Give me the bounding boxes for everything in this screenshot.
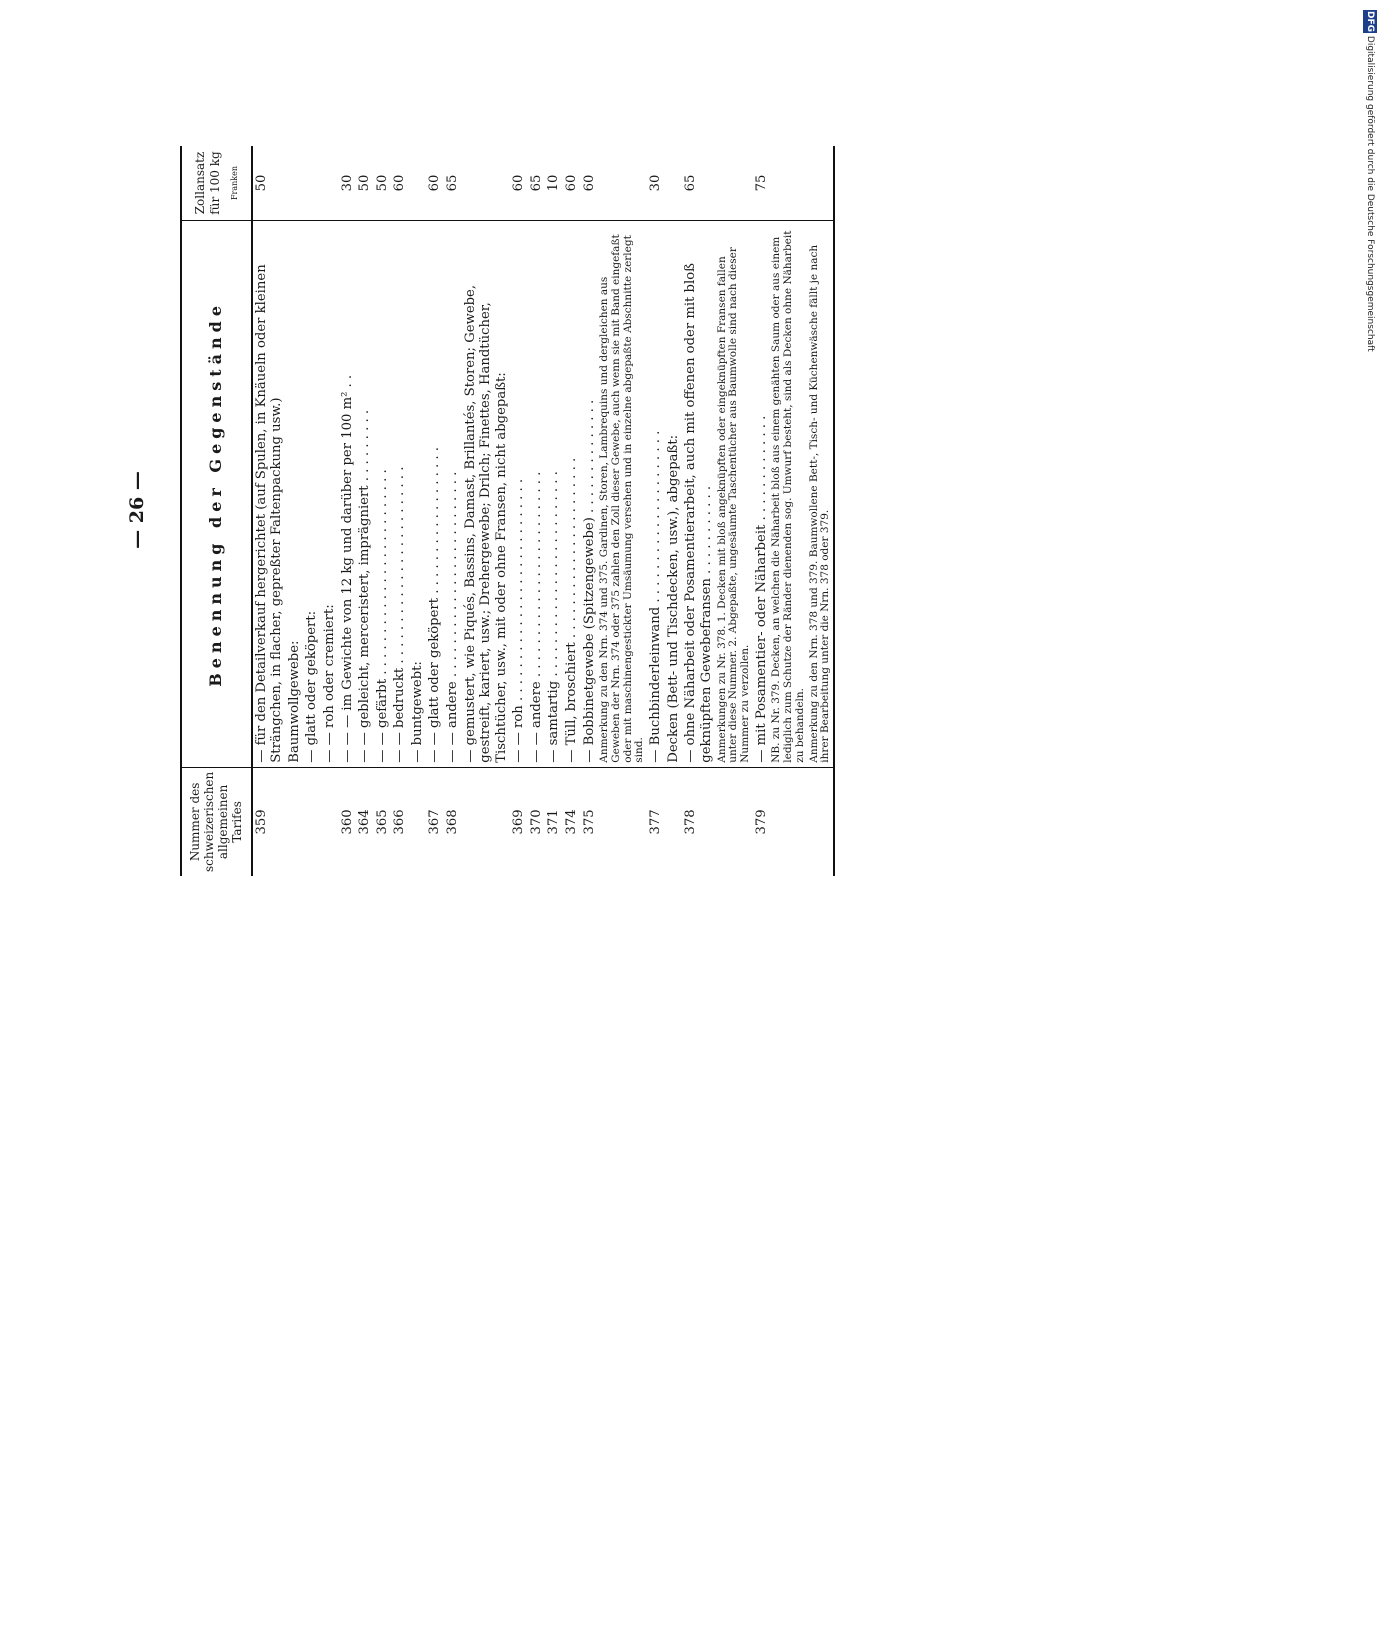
- tariff-number: 378: [682, 767, 715, 876]
- duty-rate: 60: [563, 146, 581, 221]
- table-row: [682, 146, 715, 876]
- duty-rate: [808, 146, 835, 221]
- duty-rate: [321, 146, 339, 221]
- duty-rate: [409, 146, 427, 221]
- tariff-number: 377: [647, 767, 665, 876]
- tariff-number: [808, 767, 835, 876]
- goods-description: — — andere . . . . . . . . . . . . . . . . . . . . . . . . .: [528, 471, 544, 763]
- table-row: [321, 146, 339, 876]
- goods-description: — Bobbinetgewebe (Spitzengewebe) . . . . . . . . . . . . . .: [581, 399, 597, 763]
- duty-rate: 50: [252, 146, 286, 221]
- annotation-text: Anmerkung zu den Nrn. 378 und 379. Baumwollene Bett-, Tisch- und Küchenwäsche fällt je nach ihrer Bearbeitung unter die Nrn. 378 oder 379.: [808, 221, 835, 768]
- goods-description: — mit Posamentier- oder Näharbeit . . . . . . . . . . . . .: [753, 415, 769, 763]
- tariff-number: [462, 767, 511, 876]
- goods-description: Decken (Bett- und Tischdecken, usw.), abgepaßt:: [665, 434, 681, 763]
- goods-description: — — andere . . . . . . . . . . . . . . . . . . . . . . . . .: [444, 471, 460, 763]
- tariff-number: [409, 767, 427, 876]
- duty-rate: 65: [528, 146, 546, 221]
- table-row: [356, 146, 374, 876]
- table-row: [665, 146, 683, 876]
- header-number: Nummer des schweizerischen allgemeinen Tarifes: [181, 767, 252, 876]
- duty-rate: 75: [753, 146, 771, 221]
- tariff-number: 375: [581, 767, 599, 876]
- tariff-table: [180, 146, 835, 876]
- table-row: [581, 146, 599, 876]
- goods-description: — Tüll, broschiert . . . . . . . . . . . . . . . . . . . . . .: [564, 457, 580, 763]
- tariff-number: [716, 767, 753, 876]
- goods-description: — Buchbinderleinwand . . . . . . . . . . . . . . . . . . . . .: [648, 430, 664, 763]
- goods-description: — — roh oder cremiert:: [321, 604, 337, 763]
- table-row: [391, 146, 409, 876]
- table-row: [545, 146, 563, 876]
- duty-rate: 30: [647, 146, 665, 221]
- goods-description: — — gefärbt . . . . . . . . . . . . . . . . . . . . . . . . .: [374, 469, 390, 763]
- tariff-number: 374: [563, 767, 581, 876]
- tariff-number: 369: [510, 767, 528, 876]
- table-body: [252, 146, 834, 876]
- dfg-logo: DFG: [1365, 11, 1375, 33]
- tariff-number: [770, 767, 807, 876]
- table-row: [286, 146, 304, 876]
- annotation-text: Anmerkung zu den Nrn. 374 und 375. Gardinen, Storen, Lambrequins und dergleichen aus Geweben der Nrn. 374 oder 375 zahlen den Zoll dieser Gewebe, auch wenn sie mit Band eingefaßt oder mit maschinengestickter Umsäumung versehen und in einzelne abgepaßte Abschnitte zerlegt sind.: [598, 234, 646, 763]
- tariff-number: [321, 767, 339, 876]
- header-rate-unit: Franken: [229, 165, 239, 201]
- rotated-page-content: [126, 130, 1260, 890]
- goods-description: — samtartig . . . . . . . . . . . . . . . . . . . . . . . . .: [546, 471, 562, 763]
- tariff-number: 359: [252, 767, 286, 876]
- goods-description: — — gebleicht, merceristert, imprägniert . . . . . . . . .: [357, 409, 373, 763]
- tariff-number: [598, 767, 647, 876]
- tariff-number: 365: [374, 767, 392, 876]
- duty-rate: 50: [356, 146, 374, 221]
- tariff-number: 379: [753, 767, 771, 876]
- table-note-row: [770, 146, 807, 876]
- tariff-number: 368: [444, 767, 462, 876]
- goods-description: — — — im Gewichte von 12 kg und darüber per 100 m² . .: [339, 374, 355, 763]
- tariff-number: 364: [356, 767, 374, 876]
- goods-description: — buntgewebt:: [409, 661, 425, 763]
- annotation-text: NB. zu Nr. 379. Decken, an welchen die Näharbeit bloß aus einem genähten Saum oder aus einem lediglich zum Schutze der Ränder dienenden sog. Umwurf besteht, sind als Decken ohne Näharbeit zu behandeln.: [770, 230, 806, 763]
- tariff-number: 360: [339, 767, 357, 876]
- annotation-text: Anmerkungen zu Nr. 378. 1. Decken mit bloß angeknüpften oder eingeknüpften Fransen fallen unter diese Nummer. 2. Abgepaßte, ungesäumte Taschentücher aus Baumwolle sind nach dieser Nummer zu verzollen.: [715, 247, 751, 763]
- tariff-number: 370: [528, 767, 546, 876]
- header-description: Benennung der Gegenstände: [181, 221, 252, 768]
- duty-rate: 10: [545, 146, 563, 221]
- table-note-row: [598, 146, 647, 876]
- table-row: [444, 146, 462, 876]
- tariff-number: 366: [391, 767, 409, 876]
- table-header-row: [181, 146, 252, 876]
- duty-rate: 60: [426, 146, 444, 221]
- goods-description: — — roh . . . . . . . . . . . . . . . . . . . . . . . . . . .: [511, 478, 527, 763]
- table-row: [374, 146, 392, 876]
- duty-rate: [286, 146, 304, 221]
- duty-rate: 60: [391, 146, 409, 221]
- duty-rate: 60: [510, 146, 528, 221]
- goods-description: — glatt oder geköpert:: [304, 610, 320, 763]
- table-row: [426, 146, 444, 876]
- goods-description: Baumwollgewebe:: [286, 640, 302, 763]
- duty-rate: [598, 146, 647, 221]
- goods-description: — ohne Näharbeit oder Posamentierarbeit, auch mit offenen oder mit bloß geknüpften Gewebefransen . . . . . . . . . . .: [683, 263, 714, 763]
- tariff-number: 371: [545, 767, 563, 876]
- document-page: [126, 151, 1260, 1650]
- duty-rate: [716, 146, 753, 221]
- goods-description: — — bedruckt . . . . . . . . . . . . . . . . . . . . . . . .: [392, 466, 408, 763]
- table-note-row: [716, 146, 753, 876]
- duty-rate: 50: [374, 146, 392, 221]
- table-row: [563, 146, 581, 876]
- tariff-number: [303, 767, 321, 876]
- page-number: — 26 —: [126, 471, 148, 549]
- table-row: [252, 146, 286, 876]
- duty-rate: [303, 146, 321, 221]
- tariff-number: [286, 767, 304, 876]
- duty-rate: 60: [581, 146, 599, 221]
- goods-description: — für den Detailverkauf hergerichtet (auf Spulen, in Knäueln oder kleinen Strängchen, in flacher, gepreßter Faltenpackung usw.): [253, 264, 285, 763]
- table-row: [462, 146, 511, 876]
- table-row: [303, 146, 321, 876]
- tariff-number: [665, 767, 683, 876]
- duty-rate: 65: [444, 146, 462, 221]
- duty-rate: [770, 146, 807, 221]
- table-row: [339, 146, 357, 876]
- goods-description: — — glatt oder geköpert . . . . . . . . . . . . . . . . . .: [427, 447, 443, 763]
- duty-rate: 30: [339, 146, 357, 221]
- margin-credit: [1363, 10, 1377, 352]
- duty-rate: 65: [682, 146, 715, 221]
- table-row: [510, 146, 528, 876]
- tariff-number: 367: [426, 767, 444, 876]
- duty-rate: [462, 146, 511, 221]
- table-row: [409, 146, 427, 876]
- duty-rate: [665, 146, 683, 221]
- header-rate: [181, 146, 252, 221]
- margin-credit-text: Digitalisierung gefördert durch die Deutsche Forschungsgemeinschaft: [1365, 35, 1375, 352]
- table-row: [647, 146, 665, 876]
- header-rate-label: Zollansatz für 100 kg: [193, 151, 222, 215]
- table-note-row: [808, 146, 835, 876]
- table-row: [753, 146, 771, 876]
- table-row: [528, 146, 546, 876]
- goods-description: — gemustert, wie Piqués, Bassins, Damast, Brillantés, Storen; Gewebe, gestreift, kariert, usw.; Drehergewebe; Drilch; Finettes, Handtücher, Tischtücher, usw., mit oder ohne Fransen, nicht abgepaßt:: [462, 284, 509, 763]
